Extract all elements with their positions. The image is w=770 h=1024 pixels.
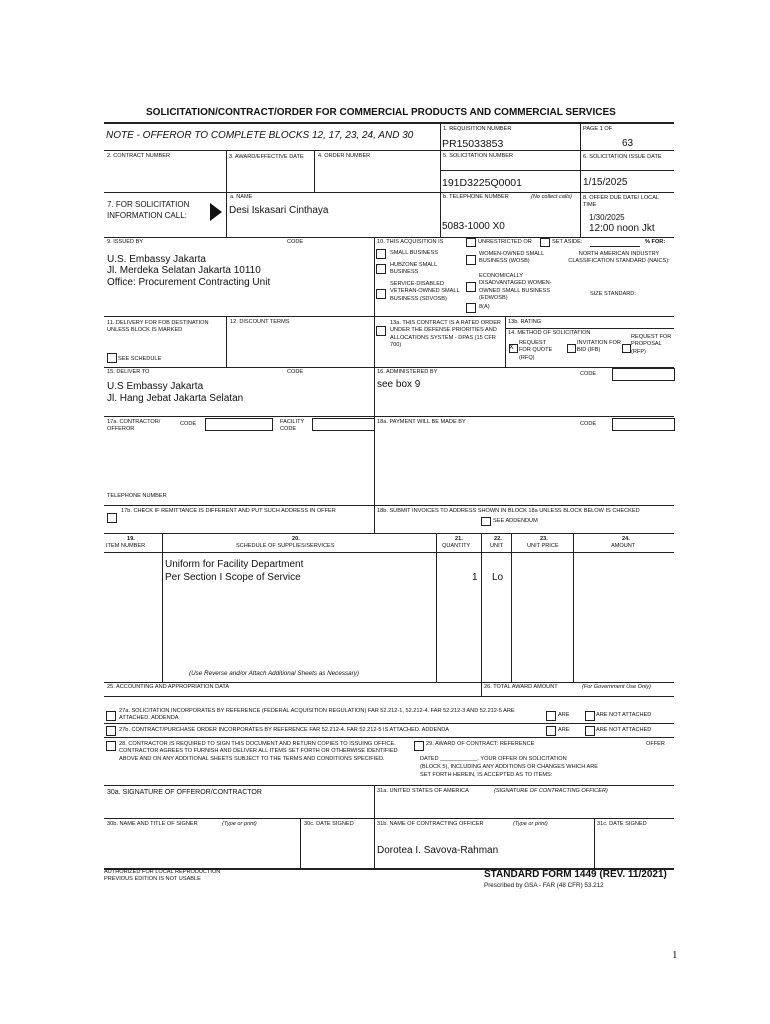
see-schedule-label: SEE SCHEDULE xyxy=(118,356,162,362)
block30a-label: 30a. SIGNATURE OF OFFEROR/CONTRACTOR xyxy=(107,789,262,796)
requisition-number[interactable]: PR15033853 xyxy=(442,138,504,150)
facility-code-field[interactable] xyxy=(312,418,375,431)
item-unit: Lo xyxy=(492,572,504,583)
block9-label: 9. ISSUED BY xyxy=(107,239,144,245)
offer-due-date[interactable]: 1/30/2025 xyxy=(589,213,625,222)
naics-label: NORTH AMERICAN INDUSTRY CLASSIFICATION STANDARD (NAICS): xyxy=(568,251,670,265)
27a-are-label: ARE xyxy=(558,712,570,718)
prev-edition: PREVIOUS EDITION IS NOT USABLE xyxy=(104,876,201,882)
block31c-label: 31c. DATE SIGNED xyxy=(597,821,647,827)
col24-label: AMOUNT xyxy=(611,543,636,549)
set-aside-label: SET ASIDE: xyxy=(552,239,583,245)
see-schedule-checkbox[interactable] xyxy=(107,353,117,363)
8a-checkbox[interactable] xyxy=(466,303,476,313)
edwosb-label: ECONOMICALLY DISADVANTAGED WOMEN-OWNED SMALL BUSINESS (EDWOSB) xyxy=(479,273,552,301)
block11-label: 11. DELIVERY FOR FOB DESTINATION UNLESS BLOCK IS MARKED xyxy=(107,320,209,334)
block7-label: 7. FOR SOLICITATION INFORMATION CALL: xyxy=(107,200,190,220)
block30c-label: 30c. DATE SIGNED xyxy=(304,821,354,827)
col24-num: 24. xyxy=(622,536,630,542)
27a-are-not-label: ARE NOT ATTACHED xyxy=(596,712,652,718)
col22-label: UNIT xyxy=(490,543,504,549)
deliver-to-line-1: U.S Embassy Jakarta xyxy=(107,381,204,392)
27a-checkbox[interactable] xyxy=(106,711,116,721)
27b-are-not-checkbox[interactable] xyxy=(585,726,595,736)
col19-num: 19. xyxy=(127,536,135,542)
col19-label: ITEM NUMBER xyxy=(106,543,146,549)
27b-are-label: ARE xyxy=(558,727,570,733)
unrestricted-checkbox[interactable] xyxy=(466,238,476,247)
block29-text-2: (BLOCK 5), INCLUDING ANY ADDITIONS OR CHANGES WHICH ARE xyxy=(420,764,598,770)
block26-label: 26. TOTAL AWARD AMOUNT xyxy=(484,684,558,690)
block29-offer: OFFER xyxy=(646,741,665,747)
block1-label: 1. REQUISITION NUMBER xyxy=(443,126,512,132)
wosb-checkbox[interactable] xyxy=(466,255,476,265)
offer-due-time[interactable]: 12:00 noon Jkt xyxy=(589,223,655,234)
form-number: STANDARD FORM 1449 (REV. 11/2021) xyxy=(484,869,667,880)
block15-code-label: CODE xyxy=(287,369,304,375)
remittance-checkbox[interactable] xyxy=(107,513,117,523)
issued-by-line-2: Jl. Merdeka Selatan Jakarta 10110 xyxy=(107,265,261,276)
block31a-label: 31a. UNITED STATES OF AMERICA xyxy=(377,788,469,794)
27b-are-not-label: ARE NOT ATTACHED xyxy=(596,727,652,733)
ifb-label: INVITATION FOR BID (IFB) xyxy=(577,340,621,354)
form-title: SOLICITATION/CONTRACT/ORDER FOR COMMERCIAL PRODUCTS AND COMMERCIAL SERVICES xyxy=(146,107,616,118)
block4-label: 4. ORDER NUMBER xyxy=(318,153,371,159)
block28-checkbox[interactable] xyxy=(106,741,116,751)
block18a-code-field[interactable] xyxy=(612,418,675,431)
block13a-label: 13a. THIS CONTRACT IS A RATED ORDER UNDER THE DEFENSE PRIORITIES AND ALLOCATIONS SYSTEM - DPAS (15 CFR 700) xyxy=(390,320,501,348)
ifb-checkbox[interactable] xyxy=(567,344,576,353)
prescribed-by: Prescribed by GSA - FAR (48 CFR) 53.212 xyxy=(484,882,604,889)
block5-label: 5. SOLICITATION NUMBER xyxy=(443,153,514,159)
sdvosb-label: SERVICE-DISABLED VETERAN-OWNED SMALL BUSINESS (SDVOSB) xyxy=(390,281,460,302)
block17a-label: 17a. CONTRACTOR/ OFFEROR xyxy=(107,419,161,433)
block16-code-label: CODE xyxy=(580,371,597,377)
reverse-note: (Use Reverse and/or Attach Additional Sheets as Necessary) xyxy=(189,670,359,677)
block7-name-label: a. NAME xyxy=(230,194,253,200)
small-business-label: SMALL BUSINESS xyxy=(390,250,438,256)
administered-by: see box 9 xyxy=(377,379,421,390)
contact-phone[interactable]: 5083-1000 X0 xyxy=(442,221,505,232)
page-number: 1 xyxy=(672,949,678,961)
col22-num: 22. xyxy=(494,536,502,542)
set-aside-checkbox[interactable] xyxy=(540,238,550,247)
contracting-officer-name: Dorotea I. Savova-Rahman xyxy=(377,845,499,856)
solicitation-number[interactable]: 191D3225Q0001 xyxy=(442,177,522,189)
block3-label: 3. AWARD/EFFECTIVE DATE xyxy=(229,154,304,160)
see-addendum-label: SEE ADDENDUM xyxy=(493,518,538,524)
deliver-to-line-2: Jl. Hang Jebat Jakarta Selatan xyxy=(107,393,244,404)
see-addendum-checkbox[interactable] xyxy=(481,517,491,526)
hubzone-checkbox[interactable] xyxy=(376,264,386,274)
block7-phone-note: (No collect calls) xyxy=(531,194,573,200)
item-description-2: Per Section I Scope of Service xyxy=(165,572,301,583)
block30b-label: 30b. NAME AND TITLE OF SIGNER xyxy=(107,821,198,827)
27a-are-not-checkbox[interactable] xyxy=(585,711,595,721)
27a-are-checkbox[interactable] xyxy=(546,711,556,721)
item-quantity: 1 xyxy=(472,572,478,583)
27b-checkbox[interactable] xyxy=(106,726,116,736)
contact-name[interactable]: Desi Iskasari Cinthaya xyxy=(229,205,329,216)
block18a-label: 18a. PAYMENT WILL BE MADE BY xyxy=(377,419,466,425)
block9-code-label: CODE xyxy=(287,239,304,245)
block30b-note: (Type or print) xyxy=(222,821,257,827)
block14-label: 14. METHOD OF SOLICITATION xyxy=(508,330,591,336)
block29-text-3: SET FORTH HEREIN, IS ACCEPTED AS TO ITEMS: xyxy=(420,772,553,778)
block29-checkbox[interactable] xyxy=(414,741,424,751)
offeror-note: NOTE - OFFEROR TO COMPLETE BLOCKS 12, 17, 23, 24, AND 30 xyxy=(106,130,414,141)
block10-label: 10. THIS ACQUISITION IS xyxy=(377,239,444,245)
27b-are-checkbox[interactable] xyxy=(546,726,556,736)
block27a-label: 27a. SOLICITATION INCORPORATES BY REFERENCE (FEDERAL ACQUISITION REGULATION) FAR 52.212-1, 52.212-4. FAR 52.212-3 AND 52.212-5 ARE ATTACHED. ADDENDA xyxy=(119,708,515,722)
block27b-label: 27b. CONTRACT/PURCHASE ORDER INCORPORATES BY REFERENCE FAR 52.212-4. FAR 52.212-5 IS ATTACHED. ADDENDA xyxy=(119,727,450,733)
pct-for-label: % FOR: xyxy=(645,239,666,245)
rfq-mark: X xyxy=(509,344,514,351)
col23-num: 23. xyxy=(540,536,548,542)
block13b-label: 13b. RATING xyxy=(508,319,542,325)
block17a-code-label: CODE xyxy=(180,421,197,427)
block8-label: 8. OFFER DUE DATE/ LOCAL TIME xyxy=(583,195,659,209)
block2-label: 2. CONTRACT NUMBER xyxy=(107,153,170,159)
block31b-label: 31b. NAME OF CONTRACTING OFFICER xyxy=(377,821,484,827)
auth-repro: AUTHORIZED FOR LOCAL REPRODUCTION xyxy=(104,869,221,875)
block6-label: 6. SOLICITATION ISSUE DATE xyxy=(583,154,662,160)
block29-label: 29. AWARD OF CONTRACT: REFERENCE xyxy=(426,741,535,747)
col20-label: SCHEDULE OF SUPPLIES/SERVICES xyxy=(236,543,335,549)
block26-note: (For Government Use Only) xyxy=(582,684,652,690)
block31a-note: (SIGNATURE OF CONTRACTING OFFICER) xyxy=(494,788,608,794)
rated-order-checkbox[interactable] xyxy=(376,326,386,336)
col23-label: UNIT PRICE xyxy=(527,543,559,549)
item-description-1: Uniform for Facility Department xyxy=(165,559,304,570)
hubzone-label: HUBZONE SMALL BUSINESS xyxy=(390,262,438,276)
telephone-label: TELEPHONE NUMBER xyxy=(107,493,167,499)
block15-label: 15. DELIVER TO xyxy=(107,369,150,375)
page-label: PAGE 1 OF xyxy=(583,126,613,132)
unrestricted-label: UNRESTRICTED OR xyxy=(478,239,532,245)
arrow-right-icon xyxy=(210,203,222,221)
page-count: 63 xyxy=(622,138,634,149)
solicitation-issue-date[interactable]: 1/15/2025 xyxy=(583,177,628,188)
small-business-checkbox[interactable] xyxy=(376,249,386,259)
wosb-label: WOMEN-OWNED SMALL BUSINESS (WOSB) xyxy=(479,251,545,265)
block29-text-1: DATED ____________. YOUR OFFER ON SOLICITATION xyxy=(420,756,567,762)
block16-code-field[interactable] xyxy=(612,368,675,381)
sdvosb-checkbox[interactable] xyxy=(376,289,386,299)
block16-label: 16. ADMINISTERED BY xyxy=(377,369,438,375)
block7-phone-label: b. TELEPHONE NUMBER xyxy=(443,194,509,200)
issued-by-line-3: Office: Procurement Contracting Unit xyxy=(107,277,271,288)
8a-label: 8(A) xyxy=(479,304,490,310)
block25-label: 25. ACCOUNTING AND APPROPRIATION DATA xyxy=(107,684,230,690)
issued-by-line-1: U.S. Embassy Jakarta xyxy=(107,254,206,265)
size-standard-label: SIZE STANDARD: xyxy=(590,291,636,297)
col21-label: QUANTITY xyxy=(442,543,471,549)
block17a-facility-label: FACILITY CODE xyxy=(280,419,305,433)
rfq-label: REQUEST FOR QUOTE (RFQ) xyxy=(519,340,553,361)
col20-num: 20. xyxy=(292,536,300,542)
contractor-code-field[interactable] xyxy=(205,418,273,431)
block18a-code-label: CODE xyxy=(580,421,597,427)
block12-label: 12. DISCOUNT TERMS xyxy=(230,319,290,325)
block18b-label: 18b. SUBMIT INVOICES TO ADDRESS SHOWN IN BLOCK 18a UNLESS BLOCK BELOW IS CHECKED xyxy=(377,508,640,514)
block31b-note: (Type or print) xyxy=(513,821,548,827)
block28-label: 28. CONTRACTOR IS REQUIRED TO SIGN THIS DOCUMENT AND RETURN COPIES TO ISSUING OFFICE. CONTRACTOR AGREES TO FURNISH AND DELIVER ALL ITEMS SET FORTH OR OTHERWISE IDENTIFIED ABOVE AND ON ANY ADDITIONAL SHEETS SUBJECT TO THE TERMS AND CONDITIONS SPECIFIED. xyxy=(119,741,398,762)
col21-num: 21. xyxy=(455,536,463,542)
block17b-label: 17b. CHECK IF REMITTANCE IS DIFFERENT AND PUT SUCH ADDRESS IN OFFER xyxy=(121,508,336,514)
edwosb-checkbox[interactable] xyxy=(466,282,476,292)
rfp-checkbox[interactable] xyxy=(622,344,631,353)
rfp-label: REQUEST FOR PROPOSAL (RFP) xyxy=(631,334,672,355)
